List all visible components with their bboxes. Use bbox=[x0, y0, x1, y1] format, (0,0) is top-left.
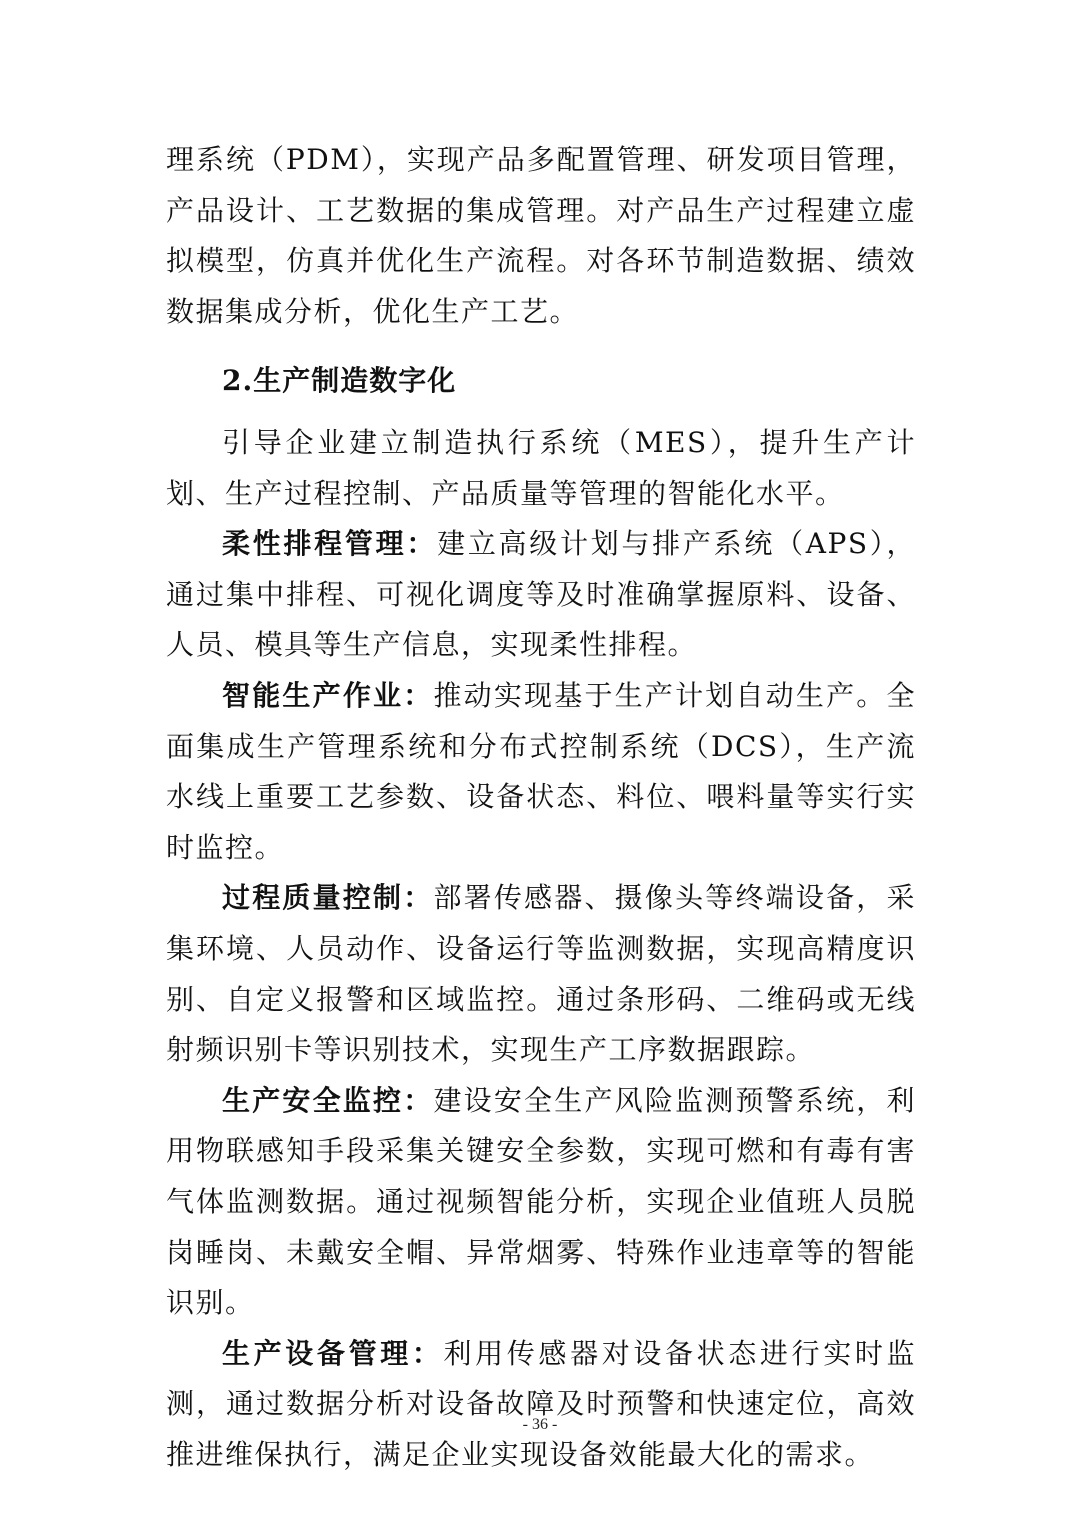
item-paragraph-equipment-management bbox=[166, 1329, 916, 1481]
item-text: 利用传感器对设备状态进行实时监测，通过数据分析对设备故障及时预警和快速定位，高效推进维保执行，满足企业实现设备效能最大化的需求。 bbox=[166, 1336, 916, 1471]
section-heading: 2.生产制造数字化 bbox=[222, 364, 457, 397]
intro-paragraph: 引导企业建立制造执行系统（MES），提升生产计划、生产过程控制、产品质量等管理的智能化水平。 bbox=[166, 426, 916, 510]
item-text: 部署传感器、摄像头等终端设备，采集环境、人员动作、设备运行等监测数据，实现高精度识别、自定义报警和区域监控。通过条形码、二维码或无线射频识别卡等识别技术，实现生产工序数据跟踪。 bbox=[166, 881, 916, 1067]
item-paragraph-quality-control bbox=[166, 873, 916, 1075]
main-block bbox=[166, 418, 916, 1480]
item-paragraph-flexible-scheduling bbox=[166, 519, 916, 671]
continuation-block bbox=[166, 135, 916, 337]
item-term: 生产设备管理： bbox=[222, 1336, 444, 1370]
item-text: 推动实现基于生产计划自动生产。全面集成生产管理系统和分布式控制系统（DCS），生产流水线上重要工艺参数、设备状态、料位、喂料量等实行实时监控。 bbox=[166, 678, 916, 864]
continuation-paragraph: 理系统（PDM），实现产品多配置管理、研发项目管理，产品设计、工艺数据的集成管理。对产品生产过程建立虚拟模型，仿真并优化生产流程。对各环节制造数据、绩效数据集成分析，优化生产工艺。 bbox=[166, 143, 916, 328]
item-paragraph-safety-monitoring bbox=[166, 1076, 916, 1329]
item-paragraph-smart-production bbox=[166, 671, 916, 873]
item-term: 过程质量控制： bbox=[222, 881, 434, 915]
item-text: 建设安全生产风险监测预警系统，利用物联感知手段采集关键安全参数，实现可燃和有毒有害气体监测数据。通过视频智能分析，实现企业值班人员脱岗睡岗、未戴安全帽、异常烟雾、特殊作业违章等的智能识别。 bbox=[166, 1083, 916, 1320]
item-term: 智能生产作业： bbox=[222, 678, 434, 712]
item-term: 柔性排程管理： bbox=[222, 527, 438, 561]
item-term: 生产安全监控： bbox=[222, 1083, 434, 1117]
item-text: 建立高级计划与排产系统（APS），通过集中排程、可视化调度等及时准确掌握原料、设备、人员、模具等生产信息，实现柔性排程。 bbox=[166, 527, 916, 662]
page-number: - 36 - bbox=[522, 1416, 558, 1433]
